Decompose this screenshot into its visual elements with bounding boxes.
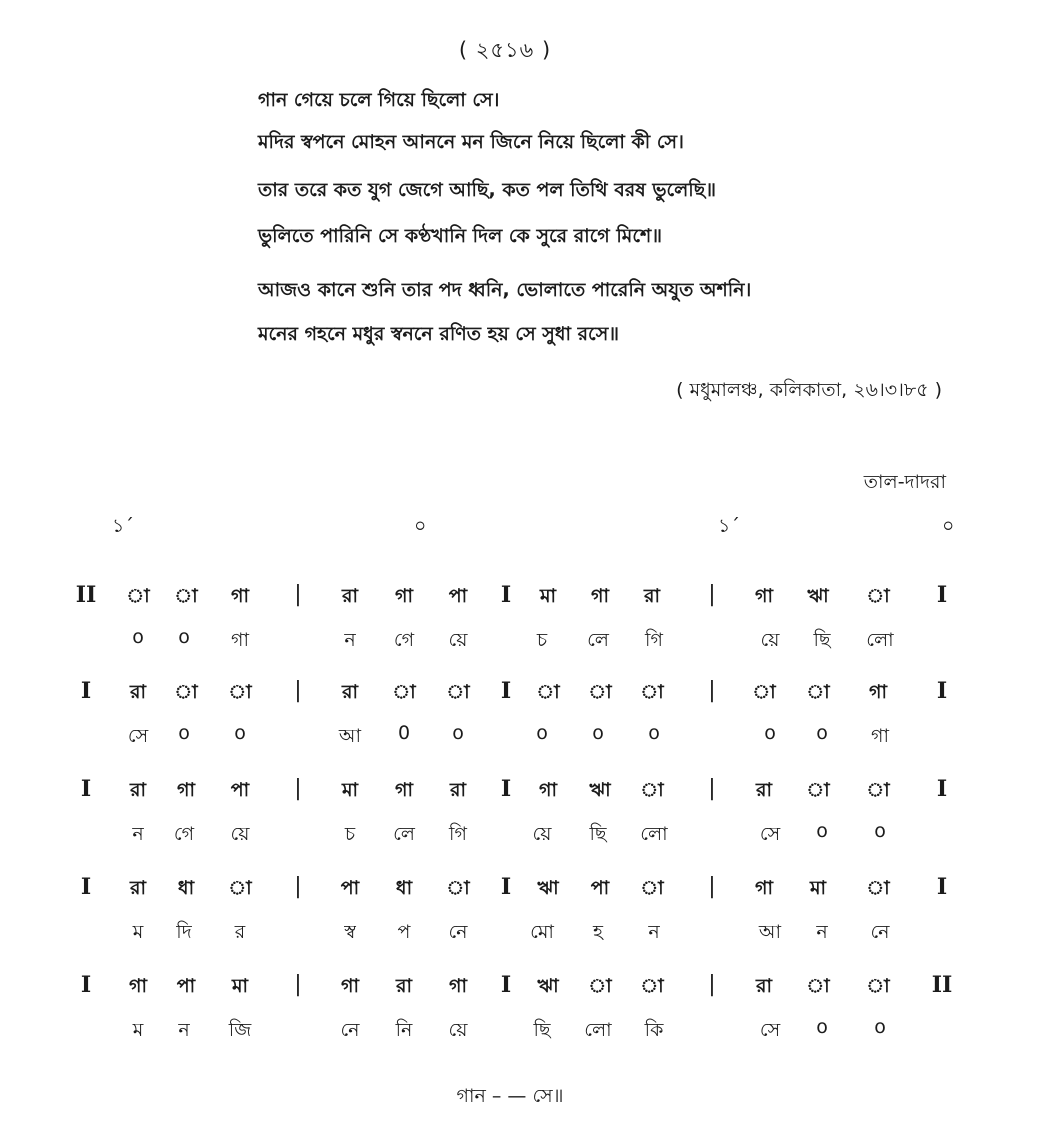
lyric-syllable: o xyxy=(816,1016,828,1038)
lyric-syllable: o xyxy=(536,722,548,744)
bar-line: I xyxy=(80,972,92,998)
lyric-syllable: o xyxy=(178,626,190,648)
notation-row xyxy=(0,972,1046,1062)
beat-mark: ১´ xyxy=(112,515,134,537)
beat-divider: | xyxy=(294,972,302,997)
swara-note: া xyxy=(752,681,776,703)
swara-note: গা xyxy=(395,779,413,801)
lyric-syllable: ছি xyxy=(533,1019,551,1041)
lyric-syllable: য়ে xyxy=(760,629,780,651)
swara-note: গা xyxy=(539,779,557,801)
source-citation: ( মধুমালঞ্চ, কলিকাতা, ২৬।৩।৮৫ ) xyxy=(676,379,942,401)
swara-note: রা xyxy=(130,877,146,899)
lyric-syllable: লো xyxy=(640,823,668,845)
beat-divider: | xyxy=(708,582,716,607)
swara-note: রা xyxy=(130,779,146,801)
beat-divider: | xyxy=(294,582,302,607)
lyric-syllable: o xyxy=(764,722,776,744)
lyric-syllable: ন xyxy=(344,629,356,651)
notation-row xyxy=(0,678,1046,768)
lyric-line: গান গেয়ে চলে গিয়ে ছিলো সে। xyxy=(258,89,500,111)
swara-note: া xyxy=(640,877,664,899)
swara-note: মা xyxy=(341,779,359,801)
swara-note: গা xyxy=(591,585,609,607)
swara-note: মা xyxy=(231,975,249,997)
lyric-syllable: আ xyxy=(758,921,782,943)
swara-note: রা xyxy=(756,975,772,997)
bar-line: I xyxy=(500,972,512,998)
lyric-syllable: হ xyxy=(593,921,603,943)
beat-divider: | xyxy=(294,678,302,703)
swara-note: ঋা xyxy=(537,975,559,997)
song-number: ( ২৫১৬ ) xyxy=(458,38,552,62)
lyric-syllable: চ xyxy=(536,629,548,651)
bar-line: I xyxy=(936,776,948,802)
swara-note: া xyxy=(866,975,890,997)
notation-row xyxy=(0,776,1046,866)
swara-note: া xyxy=(640,779,664,801)
lyric-syllable: গি xyxy=(645,629,663,651)
beat-divider: | xyxy=(708,972,716,997)
ending-line: গান – — সে॥ xyxy=(456,1085,564,1107)
swara-note: মা xyxy=(539,585,557,607)
bar-line: I xyxy=(936,678,948,704)
swara-note: া xyxy=(174,681,198,703)
lyric-syllable: নি xyxy=(395,1019,413,1041)
lyric-syllable: গা xyxy=(871,725,889,747)
lyric-syllable: গে xyxy=(393,629,415,651)
swara-note: া xyxy=(126,585,150,607)
bar-line: I xyxy=(500,776,512,802)
swara-note: া xyxy=(806,779,830,801)
lyric-syllable: নে xyxy=(870,921,890,943)
notation-row xyxy=(0,874,1046,964)
swara-note: রা xyxy=(450,779,466,801)
swara-note: া xyxy=(228,681,252,703)
lyric-syllable: ছি xyxy=(589,823,607,845)
swara-note: া xyxy=(392,681,416,703)
lyric-syllable: ন xyxy=(816,921,828,943)
bar-line: I xyxy=(500,874,512,900)
beat-mark: ০ xyxy=(414,515,427,537)
swara-note: গা xyxy=(231,585,249,607)
lyric-syllable: সে xyxy=(759,823,781,845)
swara-note: গা xyxy=(395,585,413,607)
beat-mark: ১´ xyxy=(718,515,740,537)
swara-note: া xyxy=(536,681,560,703)
swara-note: গা xyxy=(449,975,467,997)
swara-note: গা xyxy=(129,975,147,997)
lyric-syllable: 0 xyxy=(397,722,411,744)
beat-mark: ০ xyxy=(942,515,955,537)
lyric-syllable: ম xyxy=(132,1019,144,1041)
beat-divider: | xyxy=(294,874,302,899)
swara-note: ধা xyxy=(395,877,413,899)
lyric-line: তার তরে কত যুগ জেগে আছি, কত পল তিথি বরষ ভুলেছি॥ xyxy=(258,179,716,201)
swara-note: পা xyxy=(176,975,196,997)
swara-note: ঋা xyxy=(589,779,611,801)
swara-note: া xyxy=(588,681,612,703)
beat-divider: | xyxy=(708,874,716,899)
lyric-syllable: আ xyxy=(338,725,362,747)
lyric-syllable: o xyxy=(132,626,144,648)
beat-divider: | xyxy=(708,678,716,703)
lyric-syllable: o xyxy=(816,820,828,842)
lyric-syllable: য়ে xyxy=(448,1019,468,1041)
lyric-line: আজও কানে শুনি তার পদ ধ্বনি, ভোলাতে পারেনি অযুত অশনি। xyxy=(258,279,752,301)
bar-line: I xyxy=(80,776,92,802)
swara-note: গা xyxy=(177,779,195,801)
lyric-syllable: চ xyxy=(344,823,356,845)
swara-note: া xyxy=(446,681,470,703)
swara-note: গা xyxy=(755,585,773,607)
lyric-syllable: য়ে xyxy=(532,823,552,845)
lyric-syllable: জি xyxy=(228,1019,252,1041)
bar-line: I xyxy=(936,874,948,900)
lyric-syllable: o xyxy=(648,722,660,744)
swara-note: রা xyxy=(130,681,146,703)
swara-note: ঋা xyxy=(537,877,559,899)
swara-note: া xyxy=(174,585,198,607)
lyric-syllable: লে xyxy=(587,629,609,651)
swara-note: া xyxy=(640,975,664,997)
beat-divider: | xyxy=(708,776,716,801)
swara-note: া xyxy=(866,877,890,899)
lyric-line: মনের গহনে মধুর স্বননে রণিত হয় সে সুধা রসে॥ xyxy=(258,323,619,345)
swara-note: রা xyxy=(644,585,660,607)
swara-note: া xyxy=(866,779,890,801)
swara-note: রা xyxy=(342,681,358,703)
lyric-syllable: সে xyxy=(127,725,149,747)
lyric-syllable: স্ব xyxy=(344,921,356,943)
swara-note: পা xyxy=(230,779,250,801)
bar-line: I xyxy=(80,874,92,900)
swara-note: ধা xyxy=(177,877,195,899)
lyric-syllable: লো xyxy=(584,1019,612,1041)
lyric-syllable: দি xyxy=(176,921,192,943)
lyric-syllable: য়ে xyxy=(448,629,468,651)
swara-note: া xyxy=(588,975,612,997)
bar-line: I xyxy=(500,678,512,704)
lyric-syllable: গা xyxy=(231,629,249,651)
swara-note: রা xyxy=(756,779,772,801)
lyric-syllable: য়ে xyxy=(230,823,250,845)
lyric-syllable: ন xyxy=(648,921,660,943)
swara-note: া xyxy=(866,585,890,607)
lyric-syllable: নে xyxy=(448,921,468,943)
lyric-syllable: র xyxy=(234,921,246,943)
beat-divider: | xyxy=(294,776,302,801)
lyric-syllable: o xyxy=(816,722,828,744)
lyric-syllable: সে xyxy=(759,1019,781,1041)
lyric-syllable: o xyxy=(592,722,604,744)
lyric-syllable: o xyxy=(178,722,190,744)
lyric-syllable: মো xyxy=(530,921,554,943)
lyric-syllable: o xyxy=(874,820,886,842)
bar-line: I xyxy=(80,678,92,704)
lyric-syllable: লে xyxy=(393,823,415,845)
lyric-syllable: কি xyxy=(644,1019,664,1041)
bar-line: I xyxy=(500,582,512,608)
bar-line: I xyxy=(936,582,948,608)
swara-note: পা xyxy=(590,877,610,899)
lyric-syllable: ম xyxy=(132,921,144,943)
lyric-syllable: গি xyxy=(449,823,467,845)
bar-line: II xyxy=(931,972,953,998)
swara-note: পা xyxy=(448,585,468,607)
swara-note: রা xyxy=(342,585,358,607)
swara-note: গা xyxy=(869,681,887,703)
lyric-syllable: নে xyxy=(340,1019,360,1041)
swara-note: পা xyxy=(340,877,360,899)
lyric-line: ভুলিতে পারিনি সে কণ্ঠখানি দিল কে সুরে রাগে মিশে॥ xyxy=(258,225,662,247)
swara-note: া xyxy=(640,681,664,703)
swara-note: া xyxy=(806,975,830,997)
lyric-syllable: o xyxy=(234,722,246,744)
swara-note: া xyxy=(806,681,830,703)
lyric-syllable: o xyxy=(874,1016,886,1038)
swara-note: গা xyxy=(341,975,359,997)
lyric-syllable: প xyxy=(397,921,411,943)
swara-note: ঋা xyxy=(807,585,829,607)
lyric-syllable: ন xyxy=(178,1019,190,1041)
swara-note: গা xyxy=(755,877,773,899)
swara-note: া xyxy=(446,877,470,899)
lyric-syllable: লো xyxy=(866,629,894,651)
lyric-syllable: o xyxy=(452,722,464,744)
lyric-syllable: ন xyxy=(132,823,144,845)
bar-line: II xyxy=(75,582,97,608)
lyric-syllable: গে xyxy=(173,823,195,845)
swara-note: রা xyxy=(396,975,412,997)
tala-label: তাল-দাদরা xyxy=(863,471,946,493)
swara-note: া xyxy=(228,877,252,899)
lyric-line: মদির স্বপনে মোহন আননে মন জিনে নিয়ে ছিলো কী সে। xyxy=(258,131,684,153)
lyric-syllable: ছি xyxy=(813,629,831,651)
swara-note: মা xyxy=(809,877,827,899)
notation-row xyxy=(0,582,1046,672)
